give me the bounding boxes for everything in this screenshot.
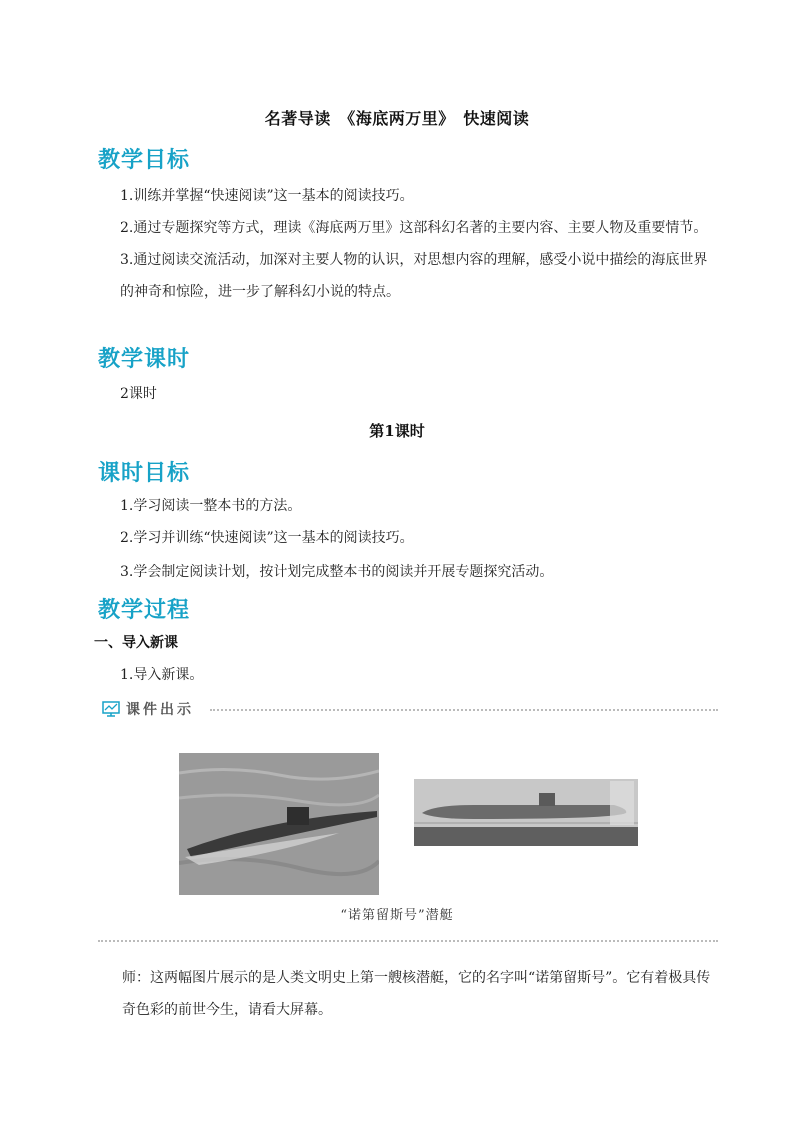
- goal-item-2: 2.通过专题探究等方式，理读《海底两万里》这部科幻名著的主要内容、主要人物及重要情节。: [120, 220, 708, 236]
- process-subheading-intro: 一、导入新课: [94, 635, 178, 651]
- lesson-goal-2: 2.学习并训练“快速阅读”这一基本的阅读技巧。: [120, 530, 414, 546]
- image-caption: “诺第留斯号”潜艇: [340, 908, 454, 923]
- goal-item-3: 3.通过阅读交流活动，加深对主要人物的认识，对思想内容的理解，感受小说中描绘的海底世界的神奇和惊险，进一步了解科幻小说的特点。: [120, 252, 708, 300]
- courseware-bar: [100, 698, 718, 722]
- courseware-divider: [210, 709, 718, 711]
- process-item-1: 1.导入新课。: [120, 667, 204, 683]
- lesson-goal-1: 1.学习阅读一整本书的方法。: [120, 498, 302, 514]
- heading-teaching-process: 教学过程: [98, 598, 191, 623]
- heading-teaching-goals: 教学目标: [98, 148, 191, 173]
- teacher-speech-text: 师：这两幅图片展示的是人类文明史上第一艘核潜艇，它的名字叫“诺第留斯号”。它有着极具传奇色彩的前世今生，请看大屏幕。: [122, 970, 711, 1018]
- teacher-speech: [98, 962, 722, 1026]
- document-title: 名著导读 《海底两万里》 快速阅读: [264, 109, 530, 128]
- lesson-title: 第1课时: [369, 422, 425, 440]
- heading-teaching-hours: 教学课时: [98, 347, 191, 372]
- screen-icon: [102, 701, 120, 717]
- heading-lesson-goals: 课时目标: [98, 461, 191, 486]
- goal-item-1: 1.训练并掌握“快速阅读”这一基本的阅读技巧。: [120, 188, 414, 204]
- submarine-photo-model: [414, 779, 638, 846]
- submarine-photo-sea: [179, 753, 379, 895]
- courseware-label: 课件出示: [126, 702, 194, 718]
- section-divider: [98, 940, 718, 942]
- lesson-goal-3: 3.学会制定阅读计划，按计划完成整本书的阅读并开展专题探究活动。: [120, 564, 554, 580]
- goals-list: [98, 180, 718, 308]
- teaching-hours-value: 2课时: [120, 386, 157, 402]
